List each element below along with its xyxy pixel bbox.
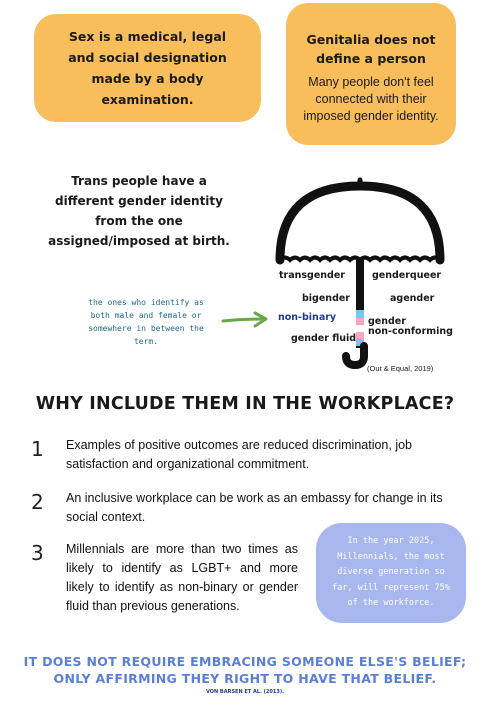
label-gender-fluid: gender fluid xyxy=(291,333,357,344)
millennials-callout xyxy=(316,523,466,623)
flag-stripe-white xyxy=(356,325,364,332)
section-heading: WHY INCLUDE THEM IN THE WORKPLACE? xyxy=(35,394,455,414)
umbrella-handle xyxy=(346,346,364,365)
footer-quote-line1: IT DOES NOT REQUIRE EMBRACING SOMEONE ELSE'S BELIEF; xyxy=(23,654,467,669)
footer-quote xyxy=(0,653,490,687)
umbrella-citation: (Out & Equal, 2019) xyxy=(367,364,434,373)
arrow-right-icon xyxy=(220,311,272,329)
point-1-number: 1 xyxy=(31,437,44,461)
flag-stripe-pink-bottom xyxy=(356,332,364,339)
point-3-number: 3 xyxy=(31,541,44,565)
umbrella-canopy-edge xyxy=(280,258,440,261)
genitalia-bubble xyxy=(286,3,456,145)
trans-definition-text: Trans people have a different gender identity from the one assigned/imposed at birth. xyxy=(48,174,230,248)
sex-definition-bubble xyxy=(34,14,261,122)
label-transgender: transgender xyxy=(279,270,345,281)
point-1-text: Examples of positive outcomes are reduced discrimination, job satisfaction and organizational commitment. xyxy=(66,438,413,471)
label-gender-nonconforming-line2: non-conforming xyxy=(368,326,453,337)
point-2-number: 2 xyxy=(31,490,44,514)
label-genderqueer: genderqueer xyxy=(372,270,442,281)
umbrella-canopy xyxy=(280,186,440,260)
label-gender-nonconforming-line1: gender xyxy=(368,316,406,327)
flag-stripe-pink-top xyxy=(356,318,364,325)
non-binary-note: the ones who identify as both male and female or somewhere in between the term. xyxy=(88,298,204,346)
point-2-text: An inclusive workplace can be work as an embassy for change in its social context. xyxy=(66,491,443,524)
footer-citation: VON BARSEN ET AL. (2013). xyxy=(205,689,285,695)
flag-stripe-blue-top xyxy=(356,310,364,318)
label-non-binary: non-binary xyxy=(278,312,337,323)
label-bigender: bigender xyxy=(302,293,350,304)
millennials-callout-text: In the year 2025, Millennials, the most diverse generation so far, will represent 75% of the workforce. xyxy=(332,536,450,609)
footer-quote-line2: ONLY AFFIRMING THEY RIGHT TO HAVE THAT BELIEF. xyxy=(53,671,437,686)
sex-definition-text: Sex is a medical, legal and social designation made by a body examination. xyxy=(68,29,227,107)
genitalia-bubble-body: Many people don't feel connected with their imposed gender identity. xyxy=(303,75,439,123)
label-agender: agender xyxy=(390,293,435,304)
point-3-text: Millennials are more than two times as likely to identify as LGBT+ and more likely to identify as non-binary or gender fluid than previous generations. xyxy=(66,542,298,613)
genitalia-bubble-title: Genitalia does not define a person xyxy=(306,32,436,66)
